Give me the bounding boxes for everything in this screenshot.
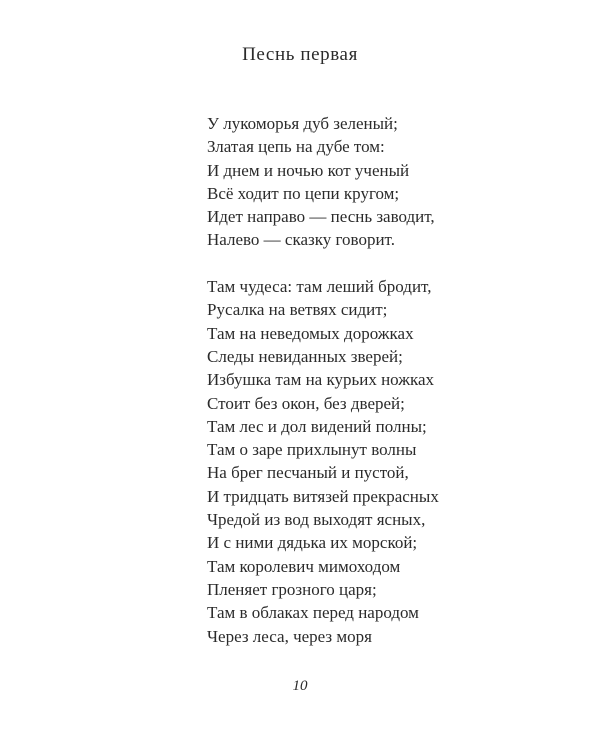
poem-line: И днем и ночью кот ученый (207, 160, 410, 180)
poem-line: И тридцать витязей прекрасных (207, 486, 439, 506)
poem-line: Там о заре прихлынут волны (207, 440, 417, 460)
poem-line: Там лес и дол видений полны; (207, 416, 427, 436)
poem-line: Налево — сказку говорит. (207, 230, 395, 250)
poem-line: Русалка на ветвях сидит; (207, 300, 388, 320)
chapter-title: Песнь первая (242, 44, 358, 65)
poem-line: Через леса, через моря (207, 626, 372, 646)
poem-line: Там королевич мимоходом (207, 556, 401, 576)
poem-text (207, 112, 439, 648)
poem-line: На брег песчаный и пустой, (207, 463, 409, 483)
poem-line: Избушка там на курьих ножках (207, 370, 435, 390)
poem-line: Там чудеса: там леший бродит, (207, 277, 432, 297)
poem-line: Идет направо — песнь заводит, (207, 207, 435, 227)
poem-line: Златая цепь на дубе том: (207, 137, 385, 157)
poem-line: И с ними дядька их морской; (207, 533, 418, 553)
poem-line: Стоит без окон, без дверей; (207, 393, 405, 413)
poem-line: Всё ходит по цепи кругом; (207, 183, 400, 203)
poem-line: Пленяет грозного царя; (207, 579, 377, 599)
page-number: 10 (292, 678, 308, 694)
stanza-1 (207, 112, 439, 252)
poem-line: У лукоморья дуб зеленый; (207, 114, 398, 133)
poem-line: Чредой из вод выходят ясных, (207, 510, 426, 530)
stanza-2 (207, 275, 439, 648)
poem-line: Там на неведомых дорожках (207, 323, 414, 343)
poem-line: Там в облаках перед народом (207, 603, 419, 623)
poem-line: Следы невиданных зверей; (207, 346, 403, 366)
